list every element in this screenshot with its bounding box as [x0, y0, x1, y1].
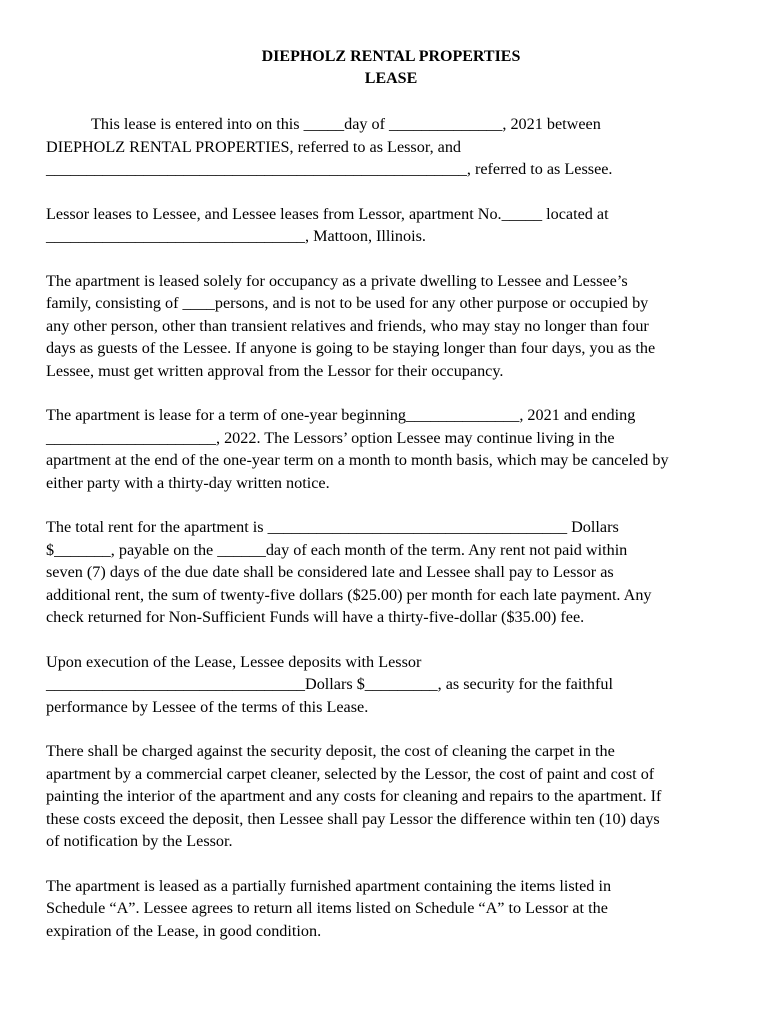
paragraph-line: ________________________________, Mattoon, Illinois. [46, 227, 426, 245]
paragraph-line: performance by Lessee of the terms of this Lease. [46, 697, 369, 716]
paragraph-line: DIEPHOLZ RENTAL PROPERTIES, referred to as Lessor, and [46, 137, 462, 156]
paragraph-deposit-charges [46, 740, 736, 853]
paragraph-line: expiration of the Lease, in good condition. [46, 921, 322, 940]
paragraph-line: There shall be charged against the security deposit, the cost of cleaning the carpet in the [46, 742, 615, 760]
lease-document [46, 46, 736, 942]
paragraph-deposit [46, 651, 736, 719]
paragraph-premises [46, 203, 736, 248]
paragraph-line: family, consisting of ____persons, and is not to be used for any other purpose or occupied by [46, 294, 649, 312]
paragraph-line: This lease is entered into on this _____day of ______________, 2021 between [91, 115, 601, 133]
paragraph-line: Schedule “A”. Lessee agrees to return all items listed on Schedule “A” to Lessor at the [46, 899, 608, 917]
paragraph-line: The apartment is leased solely for occupancy as a private dwelling to Lessee and Lessee’s [46, 271, 628, 290]
paragraph-line: The total rent for the apartment is _____________________________________ Dollars [46, 518, 619, 536]
paragraph-parties [46, 113, 736, 181]
paragraph-line: The apartment is lease for a term of one-year beginning______________, 2021 and ending [46, 406, 636, 424]
paragraph-term [46, 404, 736, 494]
paragraph-line: seven (7) days of the due date shall be considered late and Lessee shall pay to Lessor as [46, 563, 614, 581]
paragraph-line: ________________________________Dollars $_________, as security for the faithful [46, 675, 613, 693]
paragraph-line: ____________________________________________________, referred to as Lessee. [46, 160, 613, 178]
paragraph-line: check returned for Non-Sufficient Funds will have a thirty-five-dollar ($35.00) fee. [46, 608, 585, 626]
paragraph-line: apartment by a commercial carpet cleaner, selected by the Lessor, the cost of paint and cost of [46, 764, 655, 783]
paragraph-line: Upon execution of the Lease, Lessee deposits with Lessor [46, 652, 422, 671]
paragraph-line: The apartment is leased as a partially furnished apartment containing the items listed in [46, 876, 612, 895]
paragraph-line: apartment at the end of the one-year term on a month to month basis, which may be canceled by [46, 451, 669, 469]
paragraph-line: _____________________, 2022. The Lessors’ option Lessee may continue living in the [46, 428, 615, 447]
paragraph-line: Lessee, must get written approval from the Lessor for their occupancy. [46, 361, 504, 380]
title-line-lease: LEASE [364, 70, 418, 87]
paragraph-line: additional rent, the sum of twenty-five dollars ($25.00) per month for each late payment. Any [46, 585, 652, 604]
document-title [46, 46, 736, 90]
paragraph-line: $_______, payable on the ______day of each month of the term. Any rent not paid within [46, 540, 628, 559]
paragraph-line: either party with a thirty-day written notice. [46, 473, 330, 492]
paragraph-line: days as guests of the Lessee. If anyone is going to be staying longer than four days, you as the [46, 339, 656, 357]
paragraph-line: any other person, other than transient relatives and friends, who may stay no longer than four [46, 316, 649, 335]
title-line-company: DIEPHOLZ RENTAL PROPERTIES [261, 48, 521, 65]
paragraph-occupancy [46, 270, 736, 383]
paragraph-line: Lessor leases to Lessee, and Lessee leases from Lessor, apartment No._____ located at [46, 204, 609, 223]
paragraph-furnishings [46, 875, 736, 943]
paragraph-line: these costs exceed the deposit, then Lessee shall pay Lessor the difference within ten (10) days [46, 809, 660, 828]
paragraph-line: painting the interior of the apartment and any costs for cleaning and repairs to the apartment. If [46, 787, 662, 805]
paragraph-line: of notification by the Lessor. [46, 832, 233, 850]
paragraph-rent [46, 516, 736, 629]
